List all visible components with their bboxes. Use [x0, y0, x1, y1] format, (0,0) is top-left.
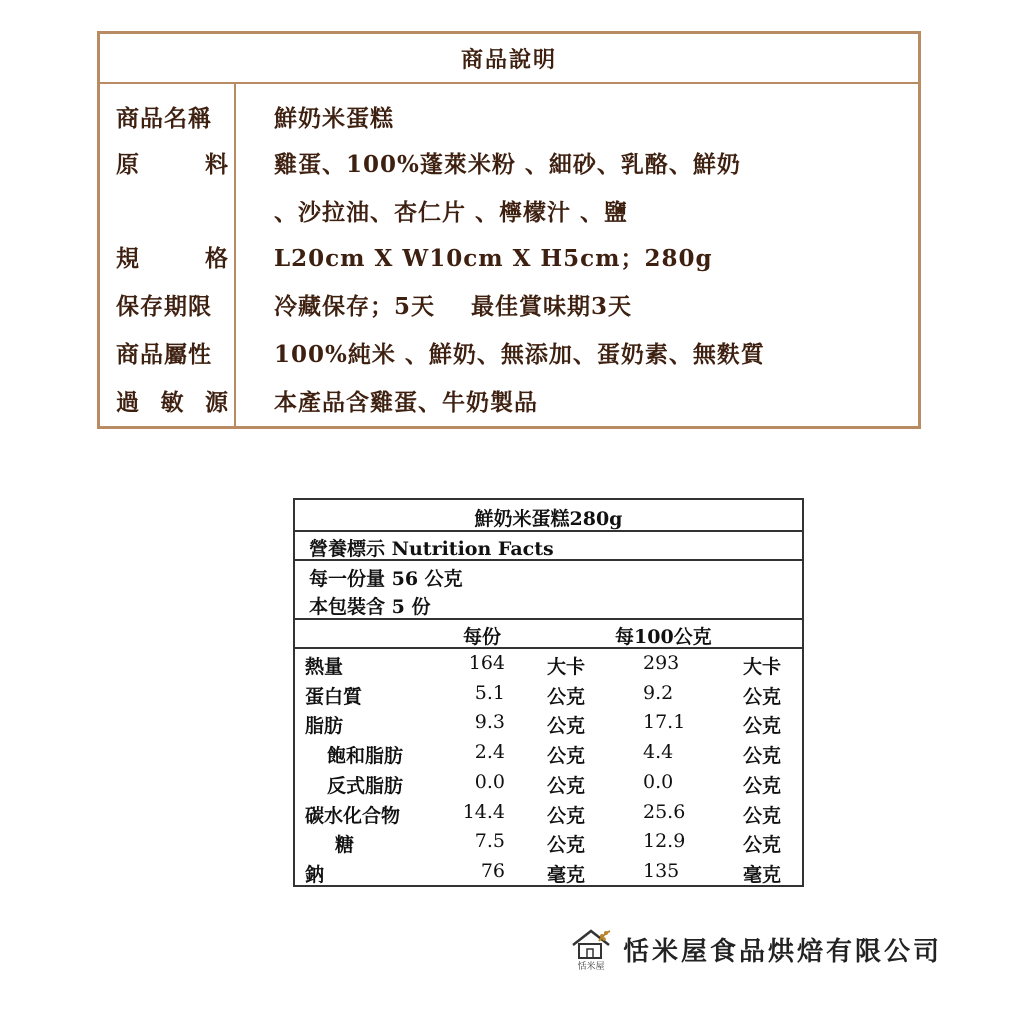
value-per-serving: 9.3 — [474, 711, 505, 734]
value-per-100g: 25.6 — [643, 800, 686, 823]
value-per-100g: 4.4 — [643, 741, 674, 764]
value-per-100g: 135 — [643, 859, 680, 882]
unit-per-100g: 公克 — [743, 774, 782, 797]
label-product-name: 商品名稱 — [116, 104, 212, 132]
label-shelf-life: 保存期限 — [116, 292, 212, 320]
company-footer — [569, 921, 989, 981]
unit-per-serving: 公克 — [547, 804, 586, 827]
value-per-serving: 76 — [480, 859, 505, 882]
logo-text: 恬米屋 — [577, 962, 605, 972]
value-per-serving: 7.5 — [474, 830, 505, 853]
nutrient-name: 碳水化合物 — [305, 804, 401, 827]
unit-per-100g: 公克 — [743, 715, 782, 738]
nutrient-name: 飽和脂肪 — [327, 745, 404, 768]
product-info-table — [97, 31, 921, 429]
product-info-body — [100, 84, 918, 426]
unit-per-serving: 公克 — [547, 774, 586, 797]
unit-per-100g: 大卡 — [743, 656, 782, 678]
value-per-100g: 17.1 — [643, 711, 686, 734]
label-allergens-char-3: 源 — [205, 388, 228, 416]
value-product-name: 鮮奶米蛋糕 — [274, 104, 394, 132]
value-attributes: 100%純米 、鮮奶、無添加、蛋奶素、無麩質 — [274, 340, 765, 368]
value-per-serving: 2.4 — [474, 741, 505, 764]
label-spec — [116, 240, 228, 273]
value-spec: L20cm X W10cm X H5cm；280g — [274, 244, 713, 272]
product-info-title: 商品說明 — [100, 34, 918, 84]
divider — [295, 530, 802, 532]
value-per-serving: 164 — [468, 652, 505, 674]
value-per-serving: 5.1 — [474, 681, 505, 704]
nutrient-name: 糖 — [335, 834, 355, 857]
label-allergens — [116, 384, 228, 417]
nutrition-facts-heading: 營養標示 Nutrition Facts — [309, 538, 554, 560]
value-per-serving: 0.0 — [474, 770, 505, 793]
unit-per-100g: 公克 — [743, 745, 782, 768]
unit-per-serving: 公克 — [547, 715, 586, 738]
label-spec-char-2: 格 — [205, 244, 228, 272]
label-ingredients-char-2: 料 — [205, 150, 228, 178]
value-allergens: 本產品含雞蛋、牛奶製品 — [274, 388, 538, 416]
unit-per-serving: 公克 — [547, 834, 586, 857]
nutrient-name: 鈉 — [305, 863, 325, 886]
servings-per-package: 本包裝含 5 份 — [309, 596, 431, 618]
label-allergens-char-1: 過 — [116, 388, 139, 416]
col-header-per-serving: 每份 — [463, 626, 502, 648]
value-per-100g: 0.0 — [643, 770, 674, 793]
nutrient-name: 脂肪 — [305, 715, 344, 738]
label-spec-char-1: 規 — [116, 244, 139, 272]
nutrition-table — [293, 498, 804, 887]
value-per-serving: 14.4 — [462, 800, 505, 823]
value-per-100g: 293 — [643, 652, 680, 674]
nutrient-name: 蛋白質 — [305, 685, 363, 708]
nutrition-product-title: 鮮奶米蛋糕280g — [474, 508, 623, 530]
value-per-100g: 12.9 — [643, 830, 686, 853]
divider — [295, 647, 802, 649]
value-shelf-life: 冷藏保存；5天 最佳賞味期3天 — [274, 292, 633, 320]
unit-per-serving: 大卡 — [547, 656, 586, 678]
value-ingredients-line-1: 雞蛋、100%蓬萊米粉 、細砂、乳酪、鮮奶 — [274, 150, 741, 178]
label-ingredients — [116, 146, 228, 179]
unit-per-serving: 公克 — [547, 685, 586, 708]
value-ingredients-line-2: 、沙拉油、杏仁片 、檸檬汁 、鹽 — [274, 198, 629, 226]
nutrient-name: 反式脂肪 — [327, 774, 404, 797]
value-per-100g: 9.2 — [643, 681, 674, 704]
unit-per-serving: 公克 — [547, 745, 586, 768]
column-divider — [234, 84, 236, 426]
divider — [295, 618, 802, 620]
unit-per-100g: 公克 — [743, 804, 782, 827]
unit-per-serving: 毫克 — [547, 863, 586, 886]
nutrient-name: 熱量 — [305, 656, 344, 678]
label-allergens-char-2: 敏 — [160, 388, 184, 416]
divider — [295, 559, 802, 561]
col-header-per-100g: 每100公克 — [615, 626, 712, 648]
label-ingredients-char-1: 原 — [116, 150, 139, 178]
serving-size: 每一份量 56 公克 — [309, 568, 463, 590]
label-attributes: 商品屬性 — [116, 340, 212, 368]
unit-per-100g: 毫克 — [743, 863, 782, 886]
unit-per-100g: 公克 — [743, 685, 782, 708]
unit-per-100g: 公克 — [743, 834, 782, 857]
company-name: 恬米屋食品烘焙有限公司 — [623, 937, 943, 967]
